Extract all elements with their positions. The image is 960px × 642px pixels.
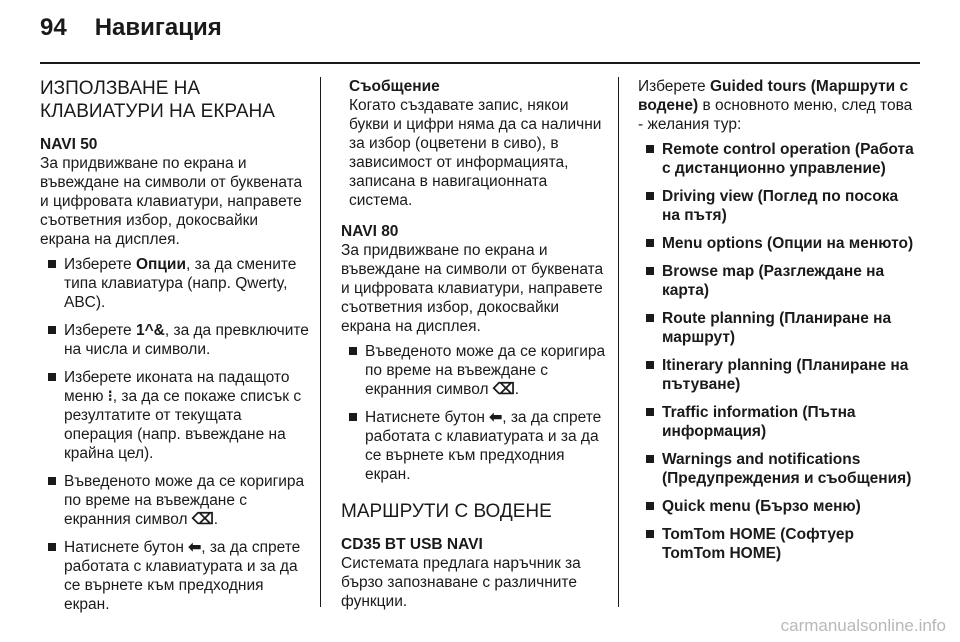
bullet-square-icon (646, 145, 654, 153)
tour-label: Traffic information (Пътна информация) (662, 404, 856, 440)
item-text: Изберете (64, 322, 136, 339)
tour-item (638, 356, 920, 394)
item-text: . (213, 511, 219, 528)
item-text: Въведеното може да се коригира по време на въвеждане с екранния символ (64, 473, 305, 528)
bullet-square-icon (646, 192, 654, 200)
back-arrow-icon: ⬅ (489, 409, 503, 426)
item-text: . (514, 381, 520, 398)
item-bold: Опции (135, 256, 186, 273)
tour-item (638, 262, 920, 300)
page-number: 94 (40, 14, 67, 41)
tour-item (638, 450, 920, 488)
tour-item (638, 309, 920, 347)
item-text: , за да спрете работата с клавиатурата и за да се върнете към предходния екран. (64, 539, 301, 613)
section-heading: ИЗПОЛЗВАНЕ НА КЛАВИАТУРИ НА ЕКРАНА (40, 78, 275, 122)
bullet-square-icon (646, 502, 654, 510)
list-item (40, 472, 310, 529)
tour-label: Browse map (Разглеждане на карта) (662, 263, 885, 299)
list-item (40, 368, 310, 463)
intro-text: За придвижване по екрана и въвеждане на символи от буквената и цифровата клавиатури, направете съответния избор, докосвайки екрана на дисплея. (341, 242, 604, 335)
tour-item (638, 403, 920, 441)
header-rule (40, 62, 920, 64)
item-text: Натиснете бутон (64, 539, 189, 556)
bullet-square-icon (48, 326, 56, 334)
subheading-navi80: NAVI 80 (341, 223, 399, 240)
backspace-icon: ⌫ (191, 511, 214, 528)
list-item (341, 408, 611, 484)
bullet-square-icon (349, 347, 357, 355)
tour-label: Remote control operation (Работа с дистанционно управление) (662, 141, 914, 177)
back-arrow-icon: ⬅ (188, 539, 202, 556)
section-heading-guided-routes: МАРШРУТИ С ВОДЕНЕ (341, 501, 552, 522)
bullet-square-icon (646, 239, 654, 247)
bullet-square-icon (646, 314, 654, 322)
column-divider-2 (618, 77, 619, 607)
item-text: Натиснете бутон (365, 409, 490, 426)
item-text: , за да смените типа клавиатура (напр. Qwerty, ABC). (64, 256, 297, 311)
item-text: Въведеното може да се коригира по време на въвеждане с екранния символ (365, 343, 606, 398)
tour-item (638, 525, 920, 563)
bullet-square-icon (48, 373, 56, 381)
bullet-square-icon (48, 260, 56, 268)
bullet-square-icon (646, 455, 654, 463)
page-header (40, 14, 222, 42)
tour-label: Itinerary planning (Планиране на пътуване) (662, 357, 909, 393)
watermark: carmanualsonline.info (780, 616, 946, 635)
bullet-square-icon (48, 477, 56, 485)
intro-pre: Изберете (638, 78, 710, 95)
item-text: Изберете (64, 256, 136, 273)
bullet-square-icon (349, 413, 357, 421)
dropdown-menu-icon: ⁝ (107, 388, 113, 405)
list-item (40, 538, 310, 614)
tour-label: Warnings and notifications (Предупреждения и съобщения) (662, 451, 912, 487)
tour-item (638, 497, 920, 516)
column-1 (40, 77, 310, 623)
page-title: Навигация (94, 14, 222, 41)
bullet-square-icon (48, 543, 56, 551)
bullet-list (40, 255, 310, 614)
tour-item (638, 187, 920, 225)
bullet-list (341, 342, 611, 484)
column-3 (638, 77, 920, 572)
item-bold: 1^& (135, 322, 165, 339)
subheading-navi50: NAVI 50 (40, 136, 98, 153)
intro-post: в основното меню, след това - желания тур: (638, 97, 913, 133)
guided-text: Системата предлага наръчник за бързо запознаване с различните функции. (341, 555, 581, 610)
item-text: Изберете иконата на падащото меню (64, 369, 290, 405)
note-box (341, 77, 611, 210)
bullet-square-icon (646, 530, 654, 538)
backspace-icon: ⌫ (492, 381, 515, 398)
subheading-cd35: CD35 BT USB NAVI (341, 536, 483, 553)
tour-label: Driving view (Поглед по посока на пътя) (662, 188, 899, 224)
column-divider-1 (320, 77, 321, 607)
tour-item (638, 234, 920, 253)
intro-text (638, 77, 920, 134)
list-item (341, 342, 611, 399)
note-text: Когато създавате запис, някои букви и цифри няма да са налични за избор (оцветени в сиво), в зависимост от информацията, записана в навигационната система. (349, 97, 602, 209)
intro-text: За придвижване по екрана и въвеждане на символи от буквената и цифровата клавиатури, направете съответния избор, докосвайки екрана на дисплея. (40, 155, 303, 248)
item-text: , за да превключите на числа и символи. (64, 322, 309, 358)
list-item (40, 255, 310, 312)
tour-label: TomTom HOME (Софтуер TomTom HOME) (662, 526, 854, 562)
item-text: , за да спрете работата с клавиатурата и за да се върнете към предходния екран. (365, 409, 602, 483)
bullet-square-icon (646, 267, 654, 275)
tour-label: Quick menu (Бързо меню) (662, 498, 861, 515)
item-text: , за да се покаже списък с резултатите от текущата операция (напр. въвеждане на крайна цел). (64, 388, 302, 462)
list-item (40, 321, 310, 359)
note-title: Съобщение (349, 78, 440, 95)
column-2 (341, 77, 611, 611)
tour-list (638, 140, 920, 563)
tour-label: Menu options (Опции на менюто) (662, 235, 914, 252)
bullet-square-icon (646, 408, 654, 416)
tour-label: Route planning (Планиране на маршрут) (662, 310, 892, 346)
bullet-square-icon (646, 361, 654, 369)
tour-item (638, 140, 920, 178)
intro-bold: Guided tours (Маршрути с водене) (638, 78, 909, 114)
